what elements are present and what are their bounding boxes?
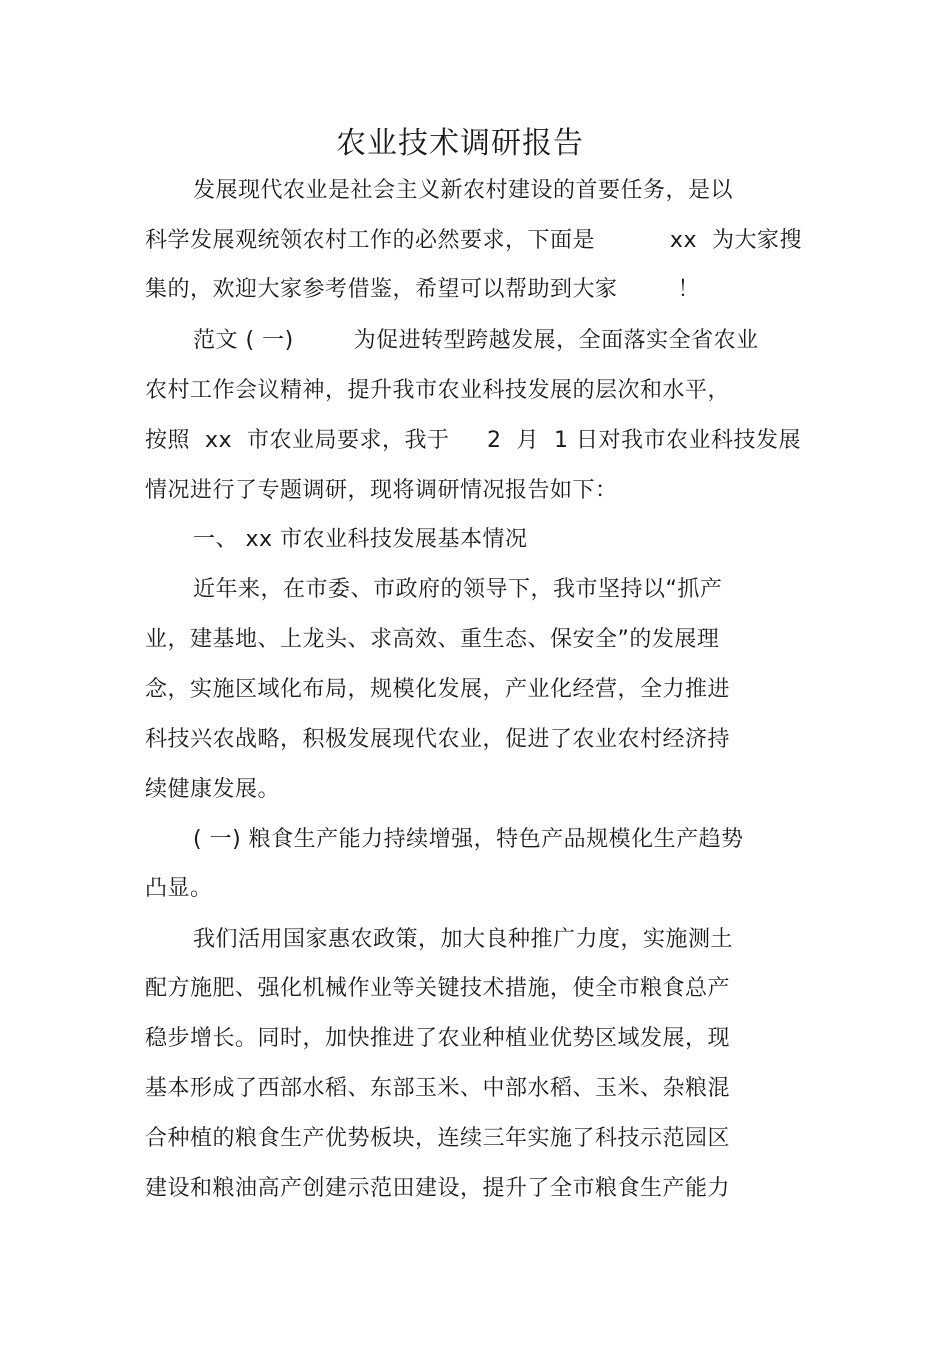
paragraph-line: 我们活用国家惠农政策，加大良种推广力度，实施测土	[193, 927, 734, 952]
paragraph-line: 按照 xx 市农业局要求，我于 2 月 1 日对我市农业科技发展	[145, 428, 801, 453]
section-heading: 一、 xx 市农业科技发展基本情况	[193, 527, 528, 552]
paragraph-line: 情况进行了专题调研，现将调研情况报告如下：	[145, 478, 618, 503]
paragraph-line: 科学发展观统领农村工作的必然要求，下面是 xx 为大家搜	[145, 228, 802, 253]
paragraph-line: 集的，欢迎大家参考借鉴，希望可以帮助到大家 ！	[145, 277, 700, 302]
paragraph-line: 业，建基地、上龙头、求高效、重生态、保安全”的发展理	[145, 627, 720, 652]
paragraph-line: 续健康发展。	[145, 777, 281, 802]
paragraph-line: 发展现代农业是社会主义新农村建设的首要任务，是以	[193, 178, 734, 203]
subsection-heading: 凸显。	[145, 876, 213, 901]
document-title: 农业技术调研报告	[336, 126, 584, 161]
paragraph-line: 农村工作会议精神，提升我市农业科技发展的层次和水平，	[145, 378, 731, 403]
paragraph-line: 合种植的粮食生产优势板块，连续三年实施了科技示范园区	[145, 1126, 731, 1151]
paragraph-line: 科技兴农战略，积极发展现代农业，促进了农业农村经济持	[145, 727, 731, 752]
paragraph-line: 配方施肥、强化机械作业等关键技术措施，使全市粮食总产	[145, 976, 731, 1001]
subsection-heading: ( 一) 粮食生产能力持续增强，特色产品规模化生产趋势	[193, 827, 744, 852]
paragraph-line: 基本形成了西部水稻、东部玉米、中部水稻、玉米、杂粮混	[145, 1076, 731, 1101]
paragraph-line: 范文 ( 一) 为促进转型跨越发展，全面落实全省农业	[193, 328, 759, 353]
paragraph-line: 近年来，在市委、市政府的领导下，我市坚持以“抓产	[193, 577, 723, 602]
paragraph-line: 建设和粮油高产创建示范田建设，提升了全市粮食生产能力	[145, 1176, 731, 1201]
paragraph-line: 念，实施区域化布局，规模化发展，产业化经营，全力推进	[145, 677, 731, 702]
paragraph-line: 稳步增长。同时，加快推进了农业种植业优势区域发展，现	[145, 1026, 731, 1051]
